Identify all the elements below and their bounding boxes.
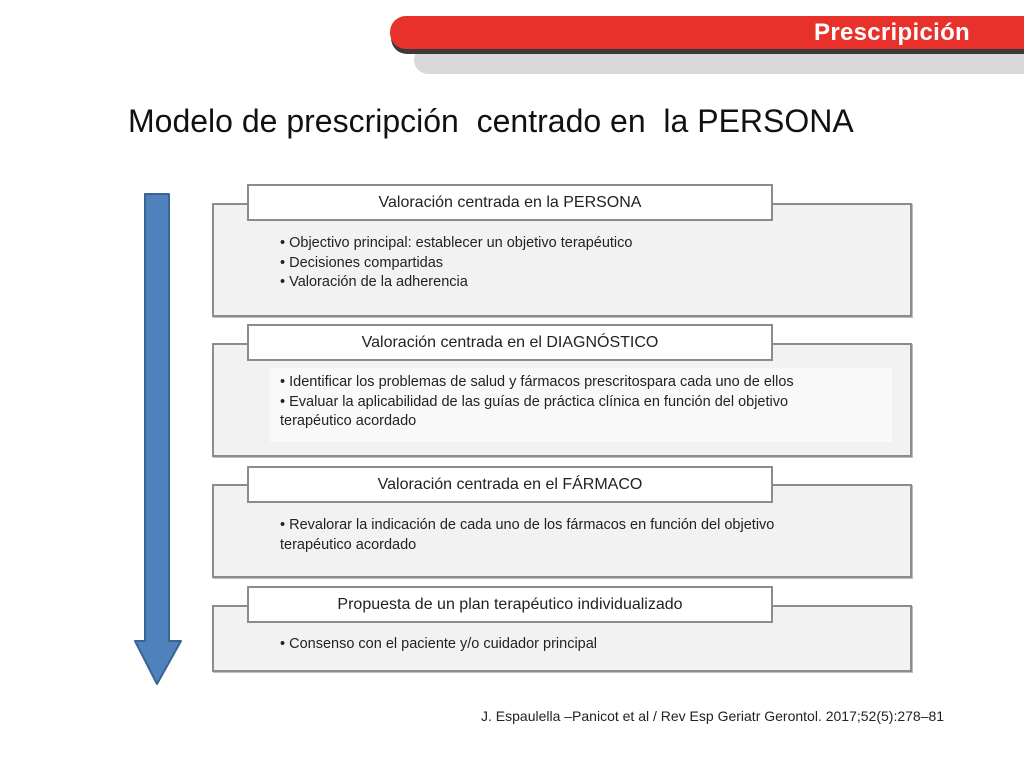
bullet-item: • Identificar los problemas de salud y fármacos prescritospara cada uno de ellos xyxy=(280,373,900,393)
stage-diagnosis-header: Valoración centrada en el DIAGNÓSTICO xyxy=(247,324,773,361)
section-banner xyxy=(390,16,1024,49)
stage-plan-header: Propuesta de un plan terapéutico individualizado xyxy=(247,586,773,623)
bullet-item: • Consenso con el paciente y/o cuidador principal xyxy=(280,635,900,655)
bullet-item: • Objectivo principal: establecer un objetivo terapéutico xyxy=(280,234,900,254)
bullet-item: • Evaluar la aplicabilidad de las guías de práctica clínica en función del objetivo terapéutico acordado xyxy=(280,393,830,432)
stage-drug-header: Valoración centrada en el FÁRMACO xyxy=(247,466,773,503)
bullet-item: • Valoración de la adherencia xyxy=(280,273,900,293)
bullet-item: • Decisiones compartidas xyxy=(280,254,900,274)
stage-diagnosis-bullets xyxy=(280,373,900,432)
section-title: Prescripición xyxy=(814,18,970,46)
down-arrow-icon xyxy=(133,193,183,687)
citation: J. Espaulella –Panicot et al / Rev Esp Geriatr Gerontol. 2017;52(5):278–81 xyxy=(481,708,945,724)
stage-plan-bullets xyxy=(280,635,900,655)
stage-person-bullets xyxy=(280,234,900,293)
stage-person-header: Valoración centrada en la PERSONA xyxy=(247,184,773,221)
bullet-item: • Revalorar la indicación de cada uno de los fármacos en función del objetivo terapéutico acordado xyxy=(280,516,840,555)
stage-drug-bullets xyxy=(280,516,900,555)
slide-title: Modelo de prescripción centrado en la PERSONA xyxy=(128,103,854,139)
